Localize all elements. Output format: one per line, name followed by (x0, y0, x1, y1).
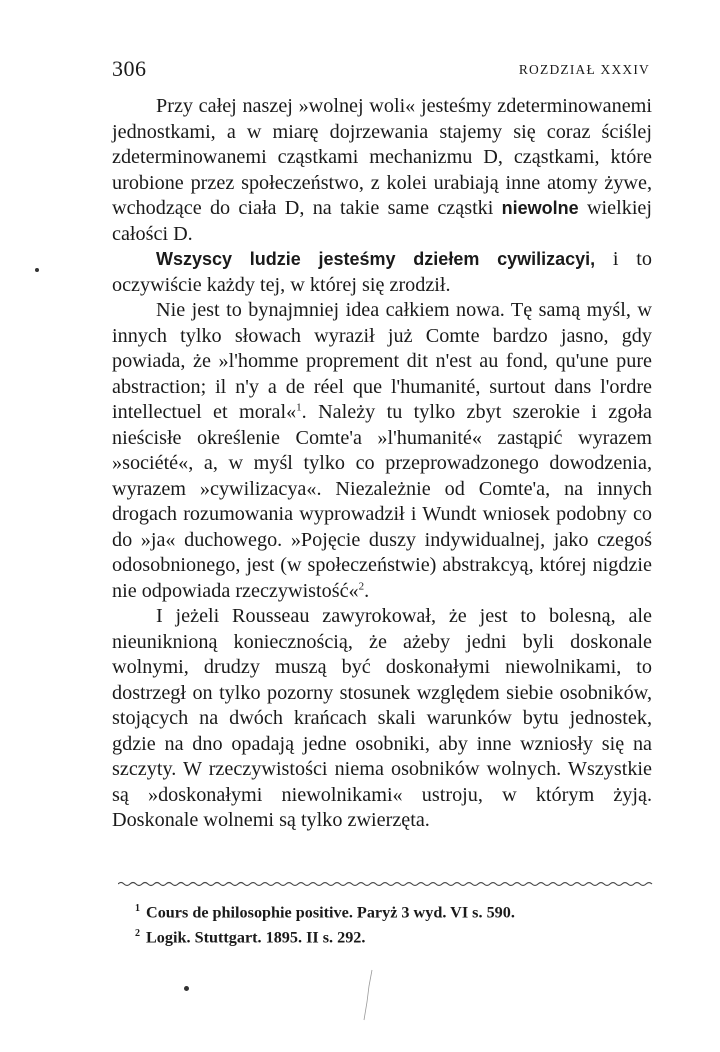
paragraph-4-text: I jeżeli Rousseau zawyrokował, że jest to bolesną, ale nieuniknioną koniecznością, że ażeby jedni byli doskonale wolnymi, drudzy muszą być doskonałymi niewolnikami, to dostrzegł on tylko pozorny stosunek względem siebie osobników, stojących na dwóch krańcach skali warunków bytu jednostek, gdzie na dno opadają jedne osobniki, aby inne wzniosły się na szczyty. W rzeczywistości niema osobników wolnych. Wszystkie są »doskonałymi niewolnikami« ustroju, w którym żyją. Doskonale wolnemi są tylko zwierzęta. (112, 605, 652, 831)
paragraph-2-emphasis: Wszyscy ludzie jesteśmy dziełem cywilizacyi, (156, 249, 596, 269)
scan-speck (35, 268, 39, 272)
footnote-1-mark: 1 (135, 903, 140, 914)
footnote-2 (135, 923, 655, 948)
footnote-2-mark: 2 (135, 928, 140, 940)
scan-speck (184, 986, 189, 991)
running-head: ROZDZIAŁ XXXIV (518, 62, 650, 77)
paragraph-1 (112, 94, 652, 247)
paragraph-1-text: Przy całej naszej »wolnej woli« jesteśmy zdeterminowanemi jednostkami, a w miarę dojrzewania stajemy się coraz ściślej zdeterminowanemi cząstkami mechanizmu D, cząstkami, które urobione przez społeczeństwo, z kolei urabiają inne atomy żywe, wchodzące do ciała D, na takie same cząstki (112, 95, 652, 219)
footnote-2-text: Logik. Stuttgart. 1895. II s. 292. (146, 928, 366, 947)
paragraph-2-text: i to oczywiście każdy tej, w której się zrodził. (112, 248, 652, 296)
paragraph-4 (112, 604, 652, 834)
footnote-ref-1[interactable]: 1 (296, 401, 302, 414)
page-header (112, 56, 650, 86)
paragraph-3-text-b: . Należy tu tylko zbyt szerokie i zgoła nieścisłe określenie Comte'a »l'humanité« zastąpić wyrazem »société«, a, w myśl tylko co przeprowadzonego dowodzenia, wyrazem »cywilizacya«. Niezależnie od Comte'a, na innych drogach rozumowania wyprowadził i Wundt wniosek podobny co do »ja« duchowego. »Pojęcie duszy indywidualnej, jako czegoś odosobnionego, jest (w społeczeństwie) abstrakcyą, której nigdzie nie odpowiada rzeczywistość« (112, 401, 652, 602)
footnote-divider (118, 880, 654, 888)
paragraph-3 (112, 298, 652, 604)
footnotes (135, 898, 655, 949)
paragraph-3-text-c: . (364, 579, 370, 602)
footnote-1 (135, 898, 655, 923)
paragraph-2 (112, 247, 652, 298)
footnote-1-text: Cours de philosophie positive. Paryż 3 wyd. VI s. 590. (146, 903, 515, 922)
paragraph-1-end: wielkiej całości D. (112, 197, 653, 245)
body-text (112, 94, 652, 834)
paragraph-1-emphasis: niewolne (501, 198, 579, 218)
page-number: 306 (112, 56, 147, 81)
scan-mark (358, 968, 378, 1028)
paragraph-3-text-a: Nie jest to bynajmniej idea całkiem nowa. Tę samą myśl, w innych tylko słowach wyraził już Comte bardzo jasno, gdy powiada, że »l'homme proprement dit n'est au fond, qu'une pure abstraction; il n'y a de réel que l'humanité, surtout dans l'ordre intellectuel et moral« (112, 299, 652, 423)
footnote-ref-2[interactable]: 2 (358, 579, 365, 592)
